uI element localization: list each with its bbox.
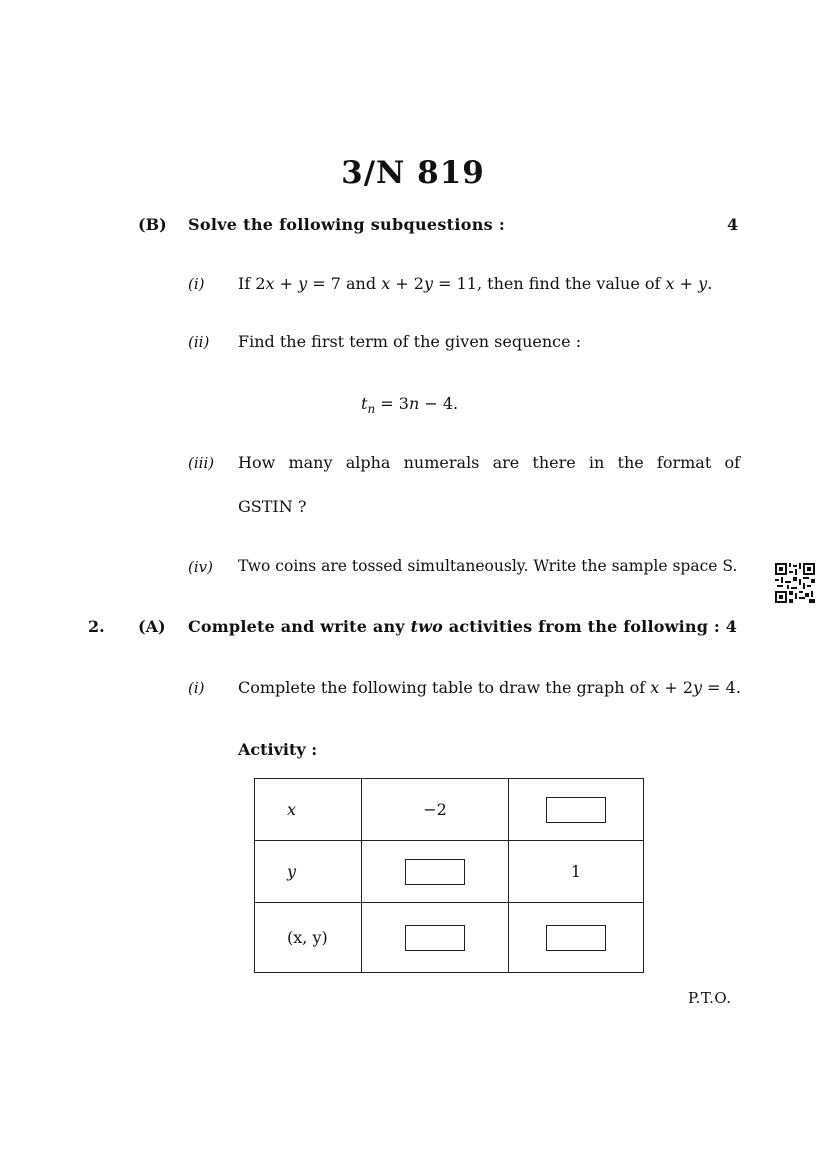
qr-code-icon [775, 563, 815, 603]
answer-box[interactable] [405, 925, 465, 951]
cell-y-1 [362, 841, 509, 903]
item-number: (iv) [188, 558, 213, 576]
item-iv-text: Two coins are tossed simultaneously. Write the sample space S. [238, 557, 738, 575]
activity-table [254, 778, 644, 973]
item-ii-text: Find the first term of the given sequence : [238, 332, 582, 351]
activity-label: Activity : [238, 740, 318, 759]
row-label-y: y [255, 841, 362, 903]
item-number: (iii) [188, 454, 215, 472]
cell-x-2 [509, 779, 644, 841]
cell-y-2: 1 [509, 841, 644, 903]
cell-xy-1 [362, 903, 509, 973]
cell-x-1: −2 [362, 779, 509, 841]
item-iii-line1: How many alpha numerals are there in the format of [238, 453, 740, 472]
answer-box[interactable] [546, 797, 606, 823]
section-b-heading: Solve the following subquestions : [188, 215, 506, 234]
table-row [255, 779, 644, 841]
page-turn-note: P.T.O. [688, 989, 732, 1007]
answer-box[interactable] [546, 925, 606, 951]
item-iii-line2: GSTIN ? [238, 497, 307, 516]
sequence-formula: $t_n = 3n - 4$. [361, 394, 459, 417]
item-number: (ii) [188, 333, 210, 351]
question-number: 2. [88, 617, 105, 636]
answer-box[interactable] [405, 859, 465, 885]
item-number: (i) [188, 679, 205, 697]
table-row [255, 841, 644, 903]
question2-heading: Complete and write any two activities from the following : 4 [188, 617, 738, 636]
section-b-marks: 4 [727, 215, 739, 234]
cell-xy-2 [509, 903, 644, 973]
item-number: (i) [188, 275, 205, 293]
row-label-xy: (x, y) [255, 903, 362, 973]
row-label-x: x [255, 779, 362, 841]
table-row [255, 903, 644, 973]
question2-item-text: Complete the following table to draw the graph of x + 2y = 4. [238, 678, 741, 697]
item-i-text: If 2x + y = 7 and x + 2y = 11, then find the value of x + y. [238, 274, 713, 293]
page-code: 3/N 819 [341, 155, 485, 191]
question2-label: (A) [138, 617, 166, 636]
section-b-label: (B) [138, 215, 167, 234]
